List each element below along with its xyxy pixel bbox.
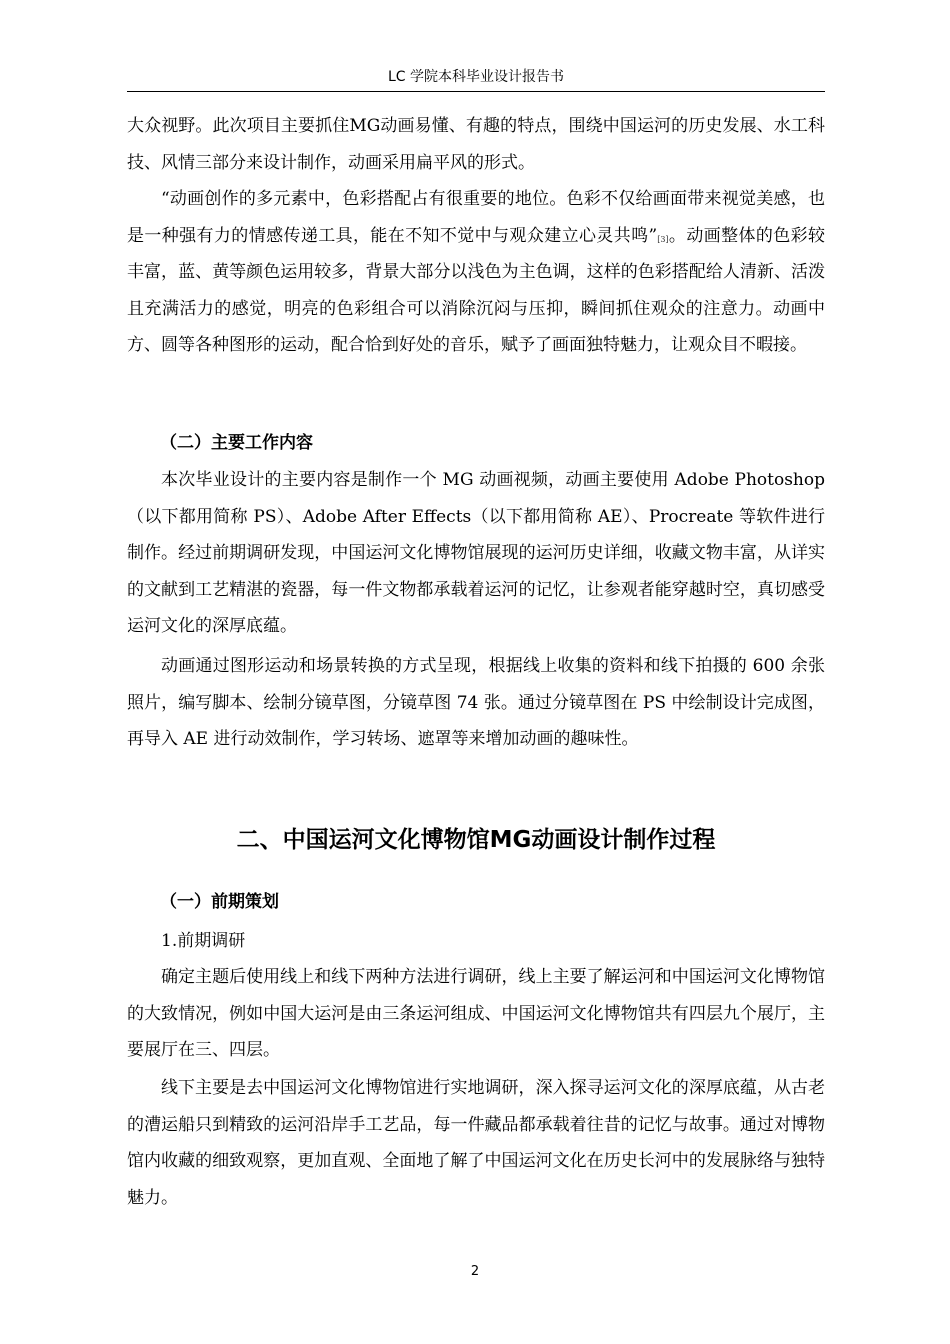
- citation-reference: [3]: [657, 234, 669, 244]
- section-heading-main-work: （二）主要工作内容: [160, 433, 313, 453]
- intro-paragraph-2-rest: 。动画整体的色彩较丰富，蓝、黄等颜色运用较多，背景大部分以浅色为主色调，这样的色彩搭配给人清新、活泼且充满活力的感觉，明亮的色彩组合可以消除沉闷与压抑，瞬间抓住观众的注意力。动画中方、圆等各种图形的运动，配合恰到好处的音乐，赋予了画面独特魅力，让观众目不暇接。: [127, 225, 825, 355]
- page-header: LC 学院本科毕业设计报告书: [387, 69, 565, 85]
- work-paragraph-2: 动画通过图形运动和场景转换的方式呈现，根据线上收集的资料和线下拍摄的 600 余张照片，编写脚本、绘制分镜草图，分镜草图 74 张。通过分镜草图在 PS 中绘制设计完成图，再导入 AE 进行动效制作，学习转场、遮罩等来增加动画的趣味性。: [127, 656, 825, 749]
- research-paragraph-2: 线下主要是去中国运河文化博物馆进行实地调研，深入探寻运河文化的深厚底蕴，从古老的漕运船只到精致的运河沿岸手工艺品，每一件藏品都承载着往昔的记忆与故事。通过对博物馆内收藏的细致观察，更加直观、全面地了解了中国运河文化在历史长河中的发展脉络与独特魅力。: [127, 1078, 825, 1208]
- research-paragraph-1: 确定主题后使用线上和线下两种方法进行调研，线上主要了解运河和中国运河文化博物馆的大致情况，例如中国大运河是由三条运河组成、中国运河文化博物馆共有四层九个展厅，主要展厅在三、四层。: [127, 967, 825, 1060]
- page-number: 2: [470, 1264, 480, 1279]
- intro-paragraph-1: 大众视野。此次项目主要抓住MG动画易懂、有趣的特点，围绕中国运河的历史发展、水工科技、风情三部分来设计制作，动画采用扁平风的形式。: [127, 116, 825, 173]
- subsection-heading-research: 1.前期调研: [161, 931, 246, 951]
- quote-text: “动画创作的多元素中，色彩搭配占有很重要的地位。色彩不仅给画面带来视觉美感，也是一种强有力的情感传递工具，能在不知不觉中与观众建立心灵共鸣”: [127, 189, 825, 246]
- section-heading-planning: （一）前期策划: [160, 892, 279, 912]
- work-paragraph-1: 本次毕业设计的主要内容是制作一个 MG 动画视频，动画主要使用 Adobe Photoshop（以下都用简称 PS）、Adobe After Effects（以下都用简称 AE）、Procreate 等软件进行制作。经过前期调研发现，中国运河文化博物馆展现的运河历史详细，收藏文物丰富，从详实的文献到工艺精湛的瓷器，每一件文物都承载着运河的记忆，让参观者能穿越时空，真切感受运河文化的深厚底蕴。: [127, 470, 825, 636]
- chapter-title: 二、中国运河文化博物馆MG动画设计制作过程: [236, 827, 716, 853]
- header-rule: [127, 91, 825, 92]
- intro-paragraph-2: [127, 181, 825, 364]
